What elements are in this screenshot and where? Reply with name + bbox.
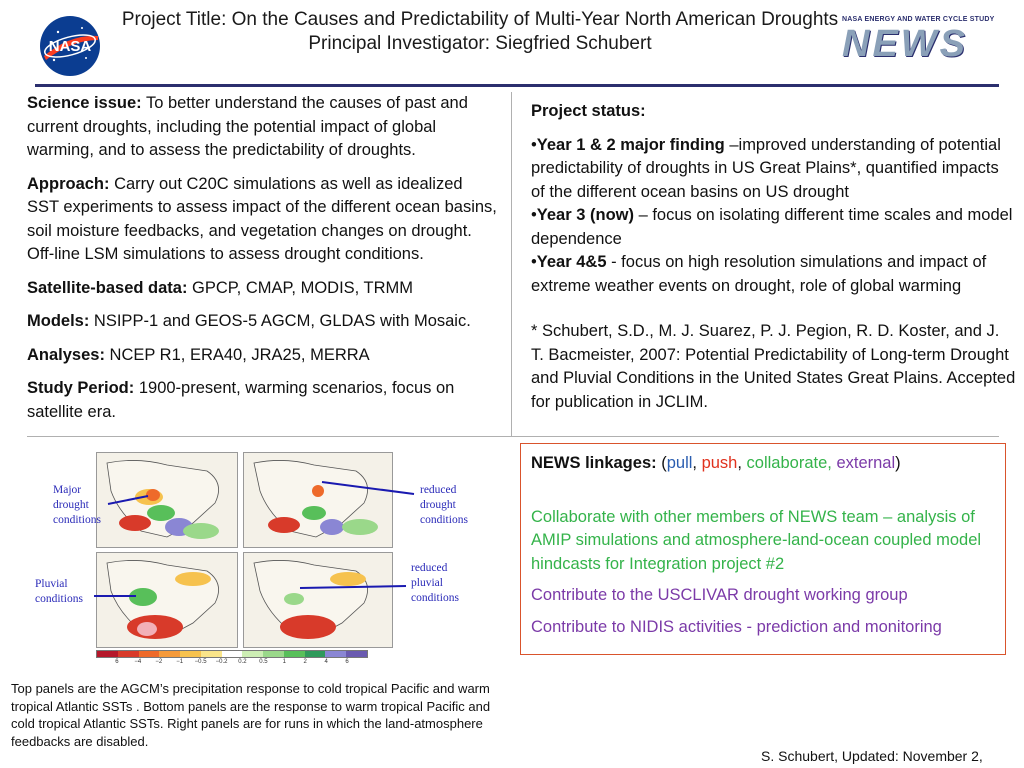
nasa-logo-text: NASA	[48, 38, 92, 55]
tag-collaborate: collaborate,	[746, 454, 832, 472]
satellite-label: Satellite-based data:	[27, 278, 188, 297]
news-logo-small-text: NASA ENERGY AND WATER CYCLE STUDY	[842, 16, 995, 23]
bullet1-label: Year 1 & 2 major finding	[536, 135, 725, 154]
models-label: Models:	[27, 312, 90, 330]
status-bullet-1	[531, 134, 1016, 299]
colorbar-cells	[96, 650, 368, 658]
tag-push: push	[701, 454, 738, 472]
colorbar-ticks	[96, 658, 368, 668]
reference: * Schubert, S.D., M. J. Suarez, P. J. Pegion, R. D. Koster, and J. T. Bacmeister, 2007: Potential Predictability of Long-term Drought and Pluvial Conditions in the United States Great Plains. Accepted for publication in JCLIM.	[531, 322, 1016, 411]
colorbar-tick-label: 6	[115, 659, 119, 665]
arrow-reduced-pluvial	[300, 586, 406, 588]
figure-caption: Top panels are the AGCM’s precipitation response to cold tropical Pacific and warm tropical Atlantic SSTs . Bottom panels are the response to warm tropical Pacific and cold tropical Atlantic SSTs. Right panels are for runs in which the land-atmosphere feedbacks are disabled.	[11, 681, 491, 749]
annotation-major-drought: Major drought conditions	[53, 484, 101, 526]
arrow-major	[108, 496, 148, 504]
annotation-reduced-drought: reduced drought conditions	[420, 484, 468, 526]
approach-label: Approach:	[27, 174, 110, 193]
colorbar-cell	[263, 651, 284, 657]
colorbar-tick-label: 0.5	[259, 659, 268, 665]
news-item-usclivar: Contribute to the USCLIVAR drought working group	[531, 586, 908, 604]
annotation-pluvial: Pluvial conditions	[35, 578, 83, 605]
news-heading-label: NEWS linkages:	[531, 454, 657, 472]
news-logo-big-text: NEWS	[842, 23, 968, 65]
colorbar-cell	[97, 651, 118, 657]
colorbar-tick-label: 4	[324, 659, 328, 665]
models-text: NSIPP-1 and GEOS-5 AGCM, GLDAS with Mosaic.	[89, 312, 471, 330]
bullet1-text: –improved understanding of potential predictability of droughts in US Great Plains*, quantified impacts of the different ocean basins on US drought	[531, 135, 1001, 201]
colorbar-tick-label: 6	[345, 659, 349, 665]
analyses-text: NCEP R1, ERA40, JRA25, MERRA	[104, 345, 370, 364]
period-label: Study Period:	[27, 379, 135, 397]
bullet2-text: – focus on isolating different time scales and model dependence	[531, 206, 1013, 248]
colorbar-cell	[201, 651, 222, 657]
bullet3-text: - focus on high resolution simulations and impact of extreme weather events on drought, role of global warming	[531, 253, 987, 295]
news-item-collaborate: Collaborate with other members of NEWS team – analysis of AMIP simulations and atmosphere-land-ocean coupled model hindcasts for Integration project #2	[531, 507, 982, 573]
colorbar-tick-label: 0.2	[238, 659, 247, 665]
bullet-glyph: •	[531, 135, 537, 154]
bullet2-label: Year 3 (now)	[536, 206, 634, 224]
bullet-glyph: •	[531, 206, 537, 224]
colorbar-cell	[139, 651, 160, 657]
satellite-text: GPCP, CMAP, MODIS, TRMM	[187, 278, 414, 297]
paren-close: )	[895, 454, 901, 472]
news-linkages-box	[520, 443, 1006, 655]
colorbar-cell	[180, 651, 201, 657]
science-label: Science issue:	[27, 94, 142, 112]
colorbar-tick-label: −4	[134, 659, 142, 665]
colorbar-tick-label: 2	[303, 659, 307, 665]
colorbar-cell	[118, 651, 139, 657]
news-logo	[842, 16, 994, 68]
paren-open: (	[656, 454, 667, 472]
tag-pull: pull	[666, 454, 693, 472]
bullet-glyph: •	[531, 253, 537, 271]
colorbar-cell	[159, 651, 180, 657]
title-line-2: Principal Investigator: Siegfried Schubert	[308, 33, 652, 54]
analyses-label: Analyses:	[27, 345, 105, 364]
colorbar-cell	[305, 651, 326, 657]
comma: ,	[692, 454, 702, 472]
news-item-nidis: Contribute to NIDIS activities - prediction and monitoring	[531, 617, 942, 636]
news-heading	[531, 452, 995, 476]
colorbar-cell	[242, 651, 263, 657]
colorbar-cell	[346, 651, 367, 657]
approach-text: Carry out C20C simulations as well as idealized SST experiments to assess impact of the different ocean basins, soil moisture feedbacks, and vegetation changes on drought. Off-line LSM simulations to assess drought conditions.	[27, 174, 497, 263]
colorbar-tick-label: −1	[176, 659, 184, 665]
arrow-reduced-drought	[322, 482, 414, 494]
colorbar-tick-label: −0.2	[215, 659, 228, 665]
colorbar-cell	[284, 651, 305, 657]
colorbar	[96, 650, 368, 670]
title-line-1: Project Title: On the Causes and Predictability of Multi-Year North American Droughts	[121, 9, 839, 30]
colorbar-cell	[325, 651, 346, 657]
status-heading: Project status:	[531, 102, 646, 120]
period-text: 1900-present, warming scenarios, focus on satellite era.	[27, 379, 455, 421]
colorbar-tick-label: −0.5	[194, 659, 207, 665]
colorbar-cell	[222, 651, 243, 657]
bullet3-label: Year 4&5	[536, 253, 607, 271]
colorbar-tick-label: −2	[155, 659, 163, 665]
footer-credit: S. Schubert, Updated: November 2,	[761, 748, 983, 764]
science-text: To better understand the causes of past and current droughts, including the potential impact of global warming, and to assess the predictability of droughts.	[27, 94, 468, 159]
tag-external: external	[836, 454, 896, 472]
annotation-reduced-pluvial: reduced pluvial conditions	[411, 562, 459, 604]
project-status	[531, 100, 1016, 422]
comma: ,	[737, 454, 747, 472]
colorbar-tick-label: 1	[282, 659, 286, 665]
